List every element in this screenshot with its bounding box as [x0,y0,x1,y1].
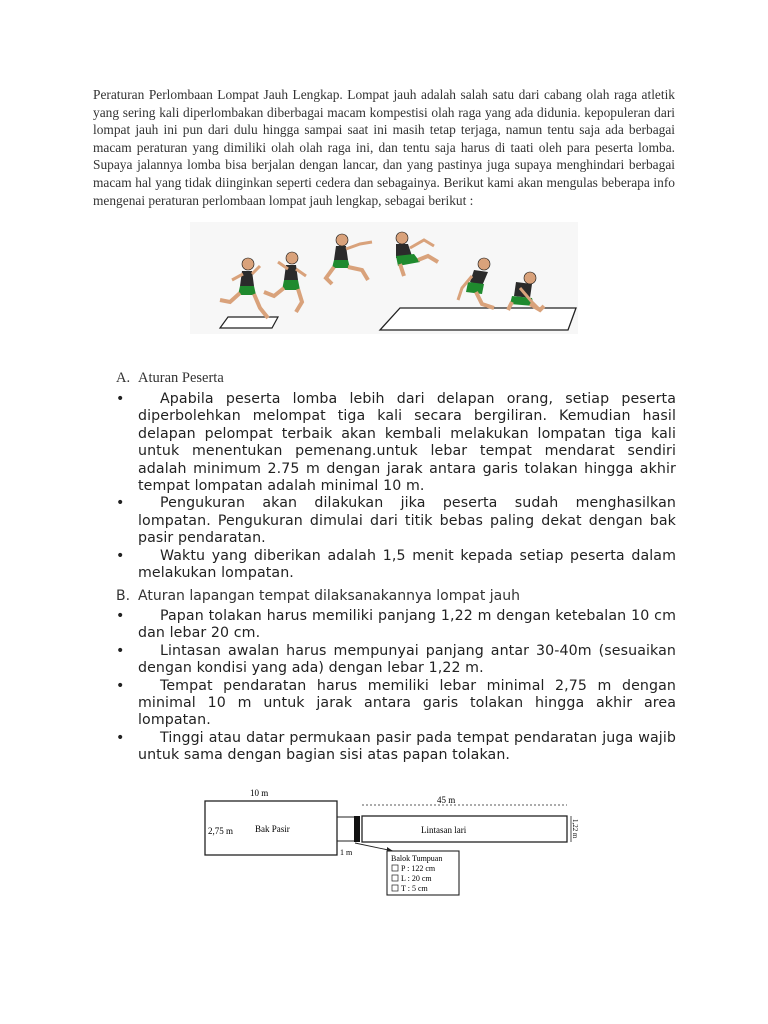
bullet: • [116,547,125,564]
spec-box-title: Balok Tumpuan [391,854,443,863]
section-a-rules-list [116,391,676,582]
runway-label: Lintasan lari [421,825,467,835]
rule-text: Tempat pendaratan harus memiliki lebar minimal 2,75 m dengan minimal 10 m untuk jarak antara garis tolakan hingga akhir area lompatan. [138,677,676,729]
rule-text: Papan tolakan harus memiliki panjang 1,22 m dengan ketebalan 10 cm dan lebar 20 cm. [138,608,676,642]
bullet: • [116,642,125,659]
section-a-title: Aturan Peserta [138,370,224,386]
spec-item: P : 122 cm [401,864,436,873]
rule-text: Waktu yang diberikan adalah 1,5 menit kepada setiap peserta dalam melakukan lompatan. [138,547,676,582]
runway-length-label: 45 m [437,795,456,805]
board-gap-label: 1 m [340,848,353,857]
section-a-heading [116,370,224,387]
takeoff-board [354,816,360,842]
long-jump-sequence-illustration [190,222,578,334]
rule-item [116,608,676,643]
rule-text: Lintasan awalan harus mempunyai panjang antar 30-40m (sesuaikan dengan kondisi yang ada) dengan lebar 1,22 m. [138,642,676,677]
pit-length-label: 10 m [250,788,269,798]
rule-item [116,495,676,547]
spec-item: T : 5 cm [401,884,428,893]
bullet: • [116,608,125,624]
section-b-title: Aturan lapangan tempat dilaksanakannya lompat jauh [138,588,520,604]
intro-paragraph: Peraturan Perlombaan Lompat Jauh Lengkap. Lompat jauh adalah salah satu dari cabang olah raga atletik yang sering kali diperlombakan diberbagai macam kompestisi olah raga yang ada didunia. kepopuleran dari lompat jauh ini pun dari dulu hingga sampai saat ini masih tetap terjaga, namun tentu saja ada berbagai macam peraturan yang dimiliki olah olah raga ini, dan tentu saja harus di taati oleh para peserta lomba. Supaya jalannya lomba bisa berjalan dengan lancar, dan yang pastinya juga supaya menghindari berbagai macam hal yang tidak diinginkan seperti cedera dan sebagainya. Berikut kami akan mengulas beberapa info mengenai peraturan perlombaan lompat jauh lengkap, sebagai berikut : [93,87,675,208]
bullet: • [116,677,125,694]
rule-text: Apabila peserta lomba lebih dari delapan orang, setiap peserta diperbolehkan melompat tiga kali secara bergiliran. Kemudian hasil delapan pelompat terbaik akan kembali melakukan lompatan tiga kali untuk menentukan pemenang.untuk lebar tempat mendarat sendiri adalah minimum 2.75 m dengan jarak antara garis tolakan hingga akhir tempat lompatan adalah minimal 10 m. [138,391,676,495]
section-b-heading [116,588,520,604]
spec-item: L : 20 cm [401,874,432,883]
section-b-letter: B. [116,588,131,604]
bullet: • [116,495,125,512]
rule-item [116,730,676,765]
rule-item [116,678,676,730]
pit-label: Bak Pasir [255,824,290,834]
bullet: • [116,391,125,407]
rule-item [116,548,676,583]
runway-width-label: 1,22 m [571,819,579,839]
rule-item [116,643,676,678]
pit-width-label: 2,75 m [208,826,234,836]
section-a-letter: A. [116,370,131,386]
rule-item [116,391,676,495]
bullet: • [116,729,125,746]
rule-text: Tinggi atau datar permukaan pasir pada tempat pendaratan juga wajib untuk sama dengan bagian sisi atas papan tolakan. [138,729,676,764]
rule-text: Pengukuran akan dilakukan jika peserta sudah menghasilkan lompatan. Pengukuran dimulai dari titik bebas paling dekat dengan bak pasir pendaratan. [138,495,676,547]
section-b-rules-list [116,608,676,765]
field-diagram [203,785,583,897]
